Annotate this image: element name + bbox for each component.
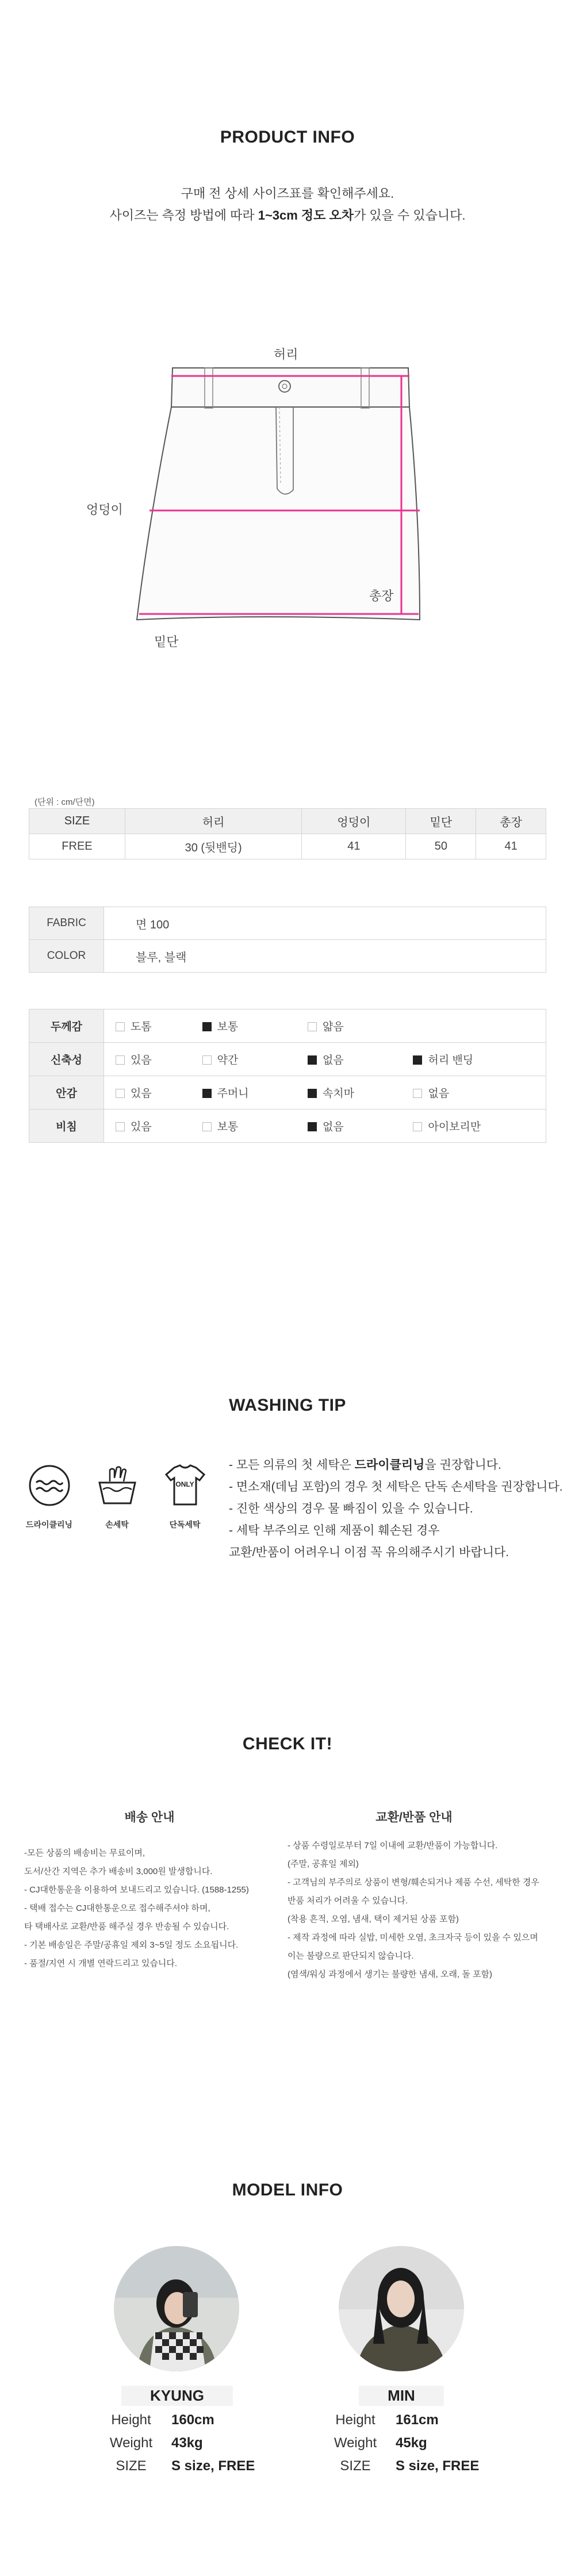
property-option	[191, 1076, 296, 1110]
hand-wash-icon	[95, 1463, 140, 1508]
model-min-photo	[339, 2246, 464, 2371]
dry-clean-item	[22, 1463, 76, 1530]
shipping-info	[24, 1844, 277, 1973]
table-row	[29, 1043, 546, 1076]
return-line: - 상품 수령일로부터 7일 이내에 교환/반품이 가능합니다.	[288, 1841, 498, 1851]
weight-value: 43kg	[171, 2435, 203, 2451]
shipping-line: - CJ대한통운을 이용하여 보내드리고 있습니다. (1588-1255)	[24, 1885, 249, 1895]
return-title: 교환/반품 안내	[375, 1811, 453, 1824]
property-option	[191, 1043, 296, 1076]
property-option	[401, 1110, 546, 1143]
dry-clean-caption: 드라이클리닝	[25, 1520, 73, 1529]
size-table-cell: 41	[476, 834, 546, 859]
shipping-line: -모든 상품의 배송비는 무료이며,	[24, 1848, 145, 1858]
size-table	[29, 808, 546, 859]
product-info-intro	[0, 183, 575, 226]
size-table-cell: 30 (뒷밴딩)	[125, 834, 301, 859]
property-option	[104, 1076, 191, 1110]
model-min-name	[315, 2386, 488, 2406]
unchecked-box-icon	[202, 1055, 212, 1065]
unchecked-box-icon	[413, 1089, 422, 1098]
property-option	[191, 1110, 296, 1143]
unchecked-box-icon	[116, 1055, 125, 1065]
fabric-label: FABRIC	[29, 907, 104, 940]
property-option-text: 도톰	[131, 1021, 152, 1033]
property-option	[401, 1076, 546, 1110]
weight-label: Weight	[109, 2435, 153, 2451]
size-table-cell: FREE	[29, 834, 125, 859]
property-option	[104, 1110, 191, 1143]
unchecked-box-icon	[202, 1122, 212, 1131]
property-option	[401, 1043, 546, 1076]
return-line: (염색/워싱 과정에서 생기는 불량한 냄새, 오래, 돌 포함)	[288, 1970, 492, 1979]
product-info-title: PRODUCT INFO	[220, 128, 355, 147]
property-option-text: 주머니	[217, 1088, 249, 1100]
size-table-header-cell: 밑단	[406, 809, 476, 834]
intro-line-2-pre: 사이즈는 측정 방법에 따라	[109, 208, 258, 222]
height-label: Height	[111, 2412, 151, 2428]
hand-wash-caption: 손세탁	[105, 1520, 129, 1529]
model-photo-image	[339, 2246, 464, 2371]
washing-line-1-bold: 드라이클리닝	[354, 1458, 425, 1472]
height-value: 161cm	[396, 2412, 439, 2428]
skirt-size-diagram	[86, 345, 489, 655]
model-photo-image	[114, 2246, 239, 2371]
return-line: (주말, 공휴일 제외)	[288, 1859, 359, 1869]
wash-separately-item	[158, 1463, 212, 1530]
washing-line-1-pre: - 모든 의류의 첫 세탁은	[229, 1458, 355, 1472]
checked-box-icon	[202, 1089, 212, 1098]
table-row	[29, 1009, 546, 1043]
checked-box-icon	[202, 1022, 212, 1031]
washing-line-4: - 세탁 부주의로 인해 제품이 훼손된 경우	[229, 1524, 440, 1537]
property-option-text: 있음	[131, 1088, 152, 1100]
property-option-text: 속치마	[323, 1088, 355, 1100]
checked-box-icon	[413, 1055, 422, 1065]
property-option	[296, 1043, 401, 1076]
waist-label: 허리	[274, 347, 298, 362]
model-kyung-stats	[91, 2409, 258, 2478]
check-it-title: CHECK IT!	[242, 1734, 333, 1753]
return-line: - 고객님의 부주의로 상품이 변형/훼손되거나 제품 수선, 세탁한 경우	[288, 1878, 539, 1887]
size-table-cell: 41	[302, 834, 406, 859]
intro-line-2-post: 가 있을 수 있습니다.	[354, 208, 466, 222]
property-option-text: 보통	[217, 1121, 239, 1133]
property-option	[401, 1009, 546, 1043]
washing-line-1-post: 을 권장합니다.	[424, 1458, 501, 1472]
unit-note: (단위 : cm/단면)	[34, 797, 95, 807]
height-label: Height	[335, 2412, 375, 2428]
unchecked-box-icon	[116, 1089, 125, 1098]
size-table-cell: 50	[406, 834, 476, 859]
model-kyung-name	[91, 2386, 263, 2406]
intro-line-2	[0, 205, 575, 226]
shipping-line: 도서/산간 지역은 추가 배송비 3,000원 발생합니다.	[24, 1867, 213, 1876]
table-row	[29, 907, 546, 940]
color-value: 블루, 블랙	[104, 940, 546, 973]
property-label: 안감	[29, 1076, 104, 1110]
dry-clean-icon	[27, 1463, 72, 1508]
hem-label: 밑단	[154, 635, 179, 649]
checked-box-icon	[308, 1055, 317, 1065]
property-label: 신축성	[29, 1043, 104, 1076]
fabric-value: 면 100	[104, 907, 546, 940]
washing-line-5: 교환/반품이 어려우니 이점 꼭 유의해주시기 바랍니다.	[229, 1546, 509, 1559]
intro-line-2-bold: 1~3cm 정도 오차	[258, 208, 354, 222]
property-option-text: 아이보리만	[428, 1121, 481, 1133]
property-option-text: 약간	[217, 1054, 239, 1066]
washing-line-2: - 면소재(데님 포함)의 경우 첫 세탁은 단독 손세탁을 권장합니다.	[229, 1480, 563, 1494]
skirt-illustration	[86, 345, 489, 655]
property-option	[296, 1076, 401, 1110]
color-label: COLOR	[29, 940, 104, 973]
hand-wash-item	[90, 1463, 144, 1530]
shipping-line: - 품절/지연 시 개별 연락드리고 있습니다.	[24, 1959, 178, 1968]
checked-box-icon	[308, 1122, 317, 1131]
model-name-text: MIN	[359, 2386, 444, 2406]
size-value: S size, FREE	[171, 2458, 255, 2474]
checked-box-icon	[308, 1089, 317, 1098]
model-info-title: MODEL INFO	[232, 2180, 343, 2199]
property-option-text: 얇음	[323, 1021, 344, 1033]
table-row	[29, 1076, 546, 1110]
size-table-header-cell: 엉덩이	[302, 809, 406, 834]
property-label: 비침	[29, 1110, 104, 1143]
length-label: 총장	[369, 589, 394, 603]
property-label: 두께감	[29, 1009, 104, 1043]
property-option-text: 있음	[131, 1121, 152, 1133]
table-row	[29, 1110, 546, 1143]
unchecked-box-icon	[116, 1022, 125, 1031]
unchecked-box-icon	[308, 1022, 317, 1031]
size-table-header-cell: 허리	[125, 809, 301, 834]
property-option-text: 없음	[323, 1054, 344, 1066]
property-option	[104, 1009, 191, 1043]
washing-line-3: - 진한 색상의 경우 물 빠짐이 있을 수 있습니다.	[229, 1502, 473, 1515]
model-min-stats	[315, 2409, 482, 2478]
return-line: 이는 불량으로 판단되지 않습니다.	[288, 1951, 414, 1961]
height-value: 160cm	[171, 2412, 214, 2428]
model-kyung-photo	[114, 2246, 239, 2371]
property-option-text: 없음	[428, 1088, 450, 1100]
return-line: (착용 흔적, 오염, 냄새, 택이 제거된 상품 포함)	[288, 1914, 459, 1924]
wash-separately-caption: 단독세탁	[169, 1520, 201, 1529]
size-table-header	[29, 809, 546, 834]
size-value: S size, FREE	[396, 2458, 480, 2474]
only-tag: ONLY	[175, 1480, 194, 1488]
return-line: - 제작 과정에 따라 실밥, 미세한 오염, 초크자국 등이 있을 수 있으며	[288, 1933, 538, 1942]
washing-icons	[22, 1463, 212, 1532]
model-name-text: KYUNG	[121, 2386, 233, 2406]
size-label: SIZE	[340, 2458, 371, 2474]
washing-instructions	[229, 1454, 568, 1564]
hip-label: 엉덩이	[86, 502, 123, 517]
size-table-header-cell: 총장	[476, 809, 546, 834]
fabric-properties-table	[29, 1009, 546, 1143]
shipping-line: - 기본 배송일은 주말/공휴일 제외 3~5일 정도 소요됩니다.	[24, 1940, 239, 1950]
size-table-header-cell: SIZE	[29, 809, 125, 834]
return-line: 반품 처리가 어려울 수 있습니다.	[288, 1896, 408, 1906]
fabric-table	[29, 907, 546, 973]
size-label: SIZE	[116, 2458, 147, 2474]
return-info	[288, 1837, 569, 1984]
property-option	[104, 1043, 191, 1076]
property-option-text: 없음	[323, 1121, 344, 1133]
shipping-line: - 택배 접수는 CJ대한통운으로 접수해주셔야 하며,	[24, 1903, 210, 1913]
intro-line-1: 구매 전 상세 사이즈표를 확인해주세요.	[181, 186, 394, 201]
washing-tip-title: WASHING TIP	[229, 1396, 346, 1415]
property-option-text: 허리 밴딩	[428, 1054, 474, 1066]
shipping-title: 배송 안내	[124, 1811, 175, 1824]
unchecked-box-icon	[413, 1122, 422, 1131]
property-option-text: 보통	[217, 1021, 239, 1033]
weight-value: 45kg	[396, 2435, 427, 2451]
table-row	[29, 834, 546, 859]
washing-line-1	[229, 1454, 568, 1476]
property-option-text: 있음	[131, 1054, 152, 1066]
property-option	[296, 1110, 401, 1143]
property-option	[191, 1009, 296, 1043]
shipping-line: 타 택배사로 교환/반품 해주실 경우 반송될 수 있습니다.	[24, 1922, 229, 1932]
unchecked-box-icon	[116, 1122, 125, 1131]
property-option	[296, 1009, 401, 1043]
table-row	[29, 940, 546, 973]
weight-label: Weight	[334, 2435, 377, 2451]
